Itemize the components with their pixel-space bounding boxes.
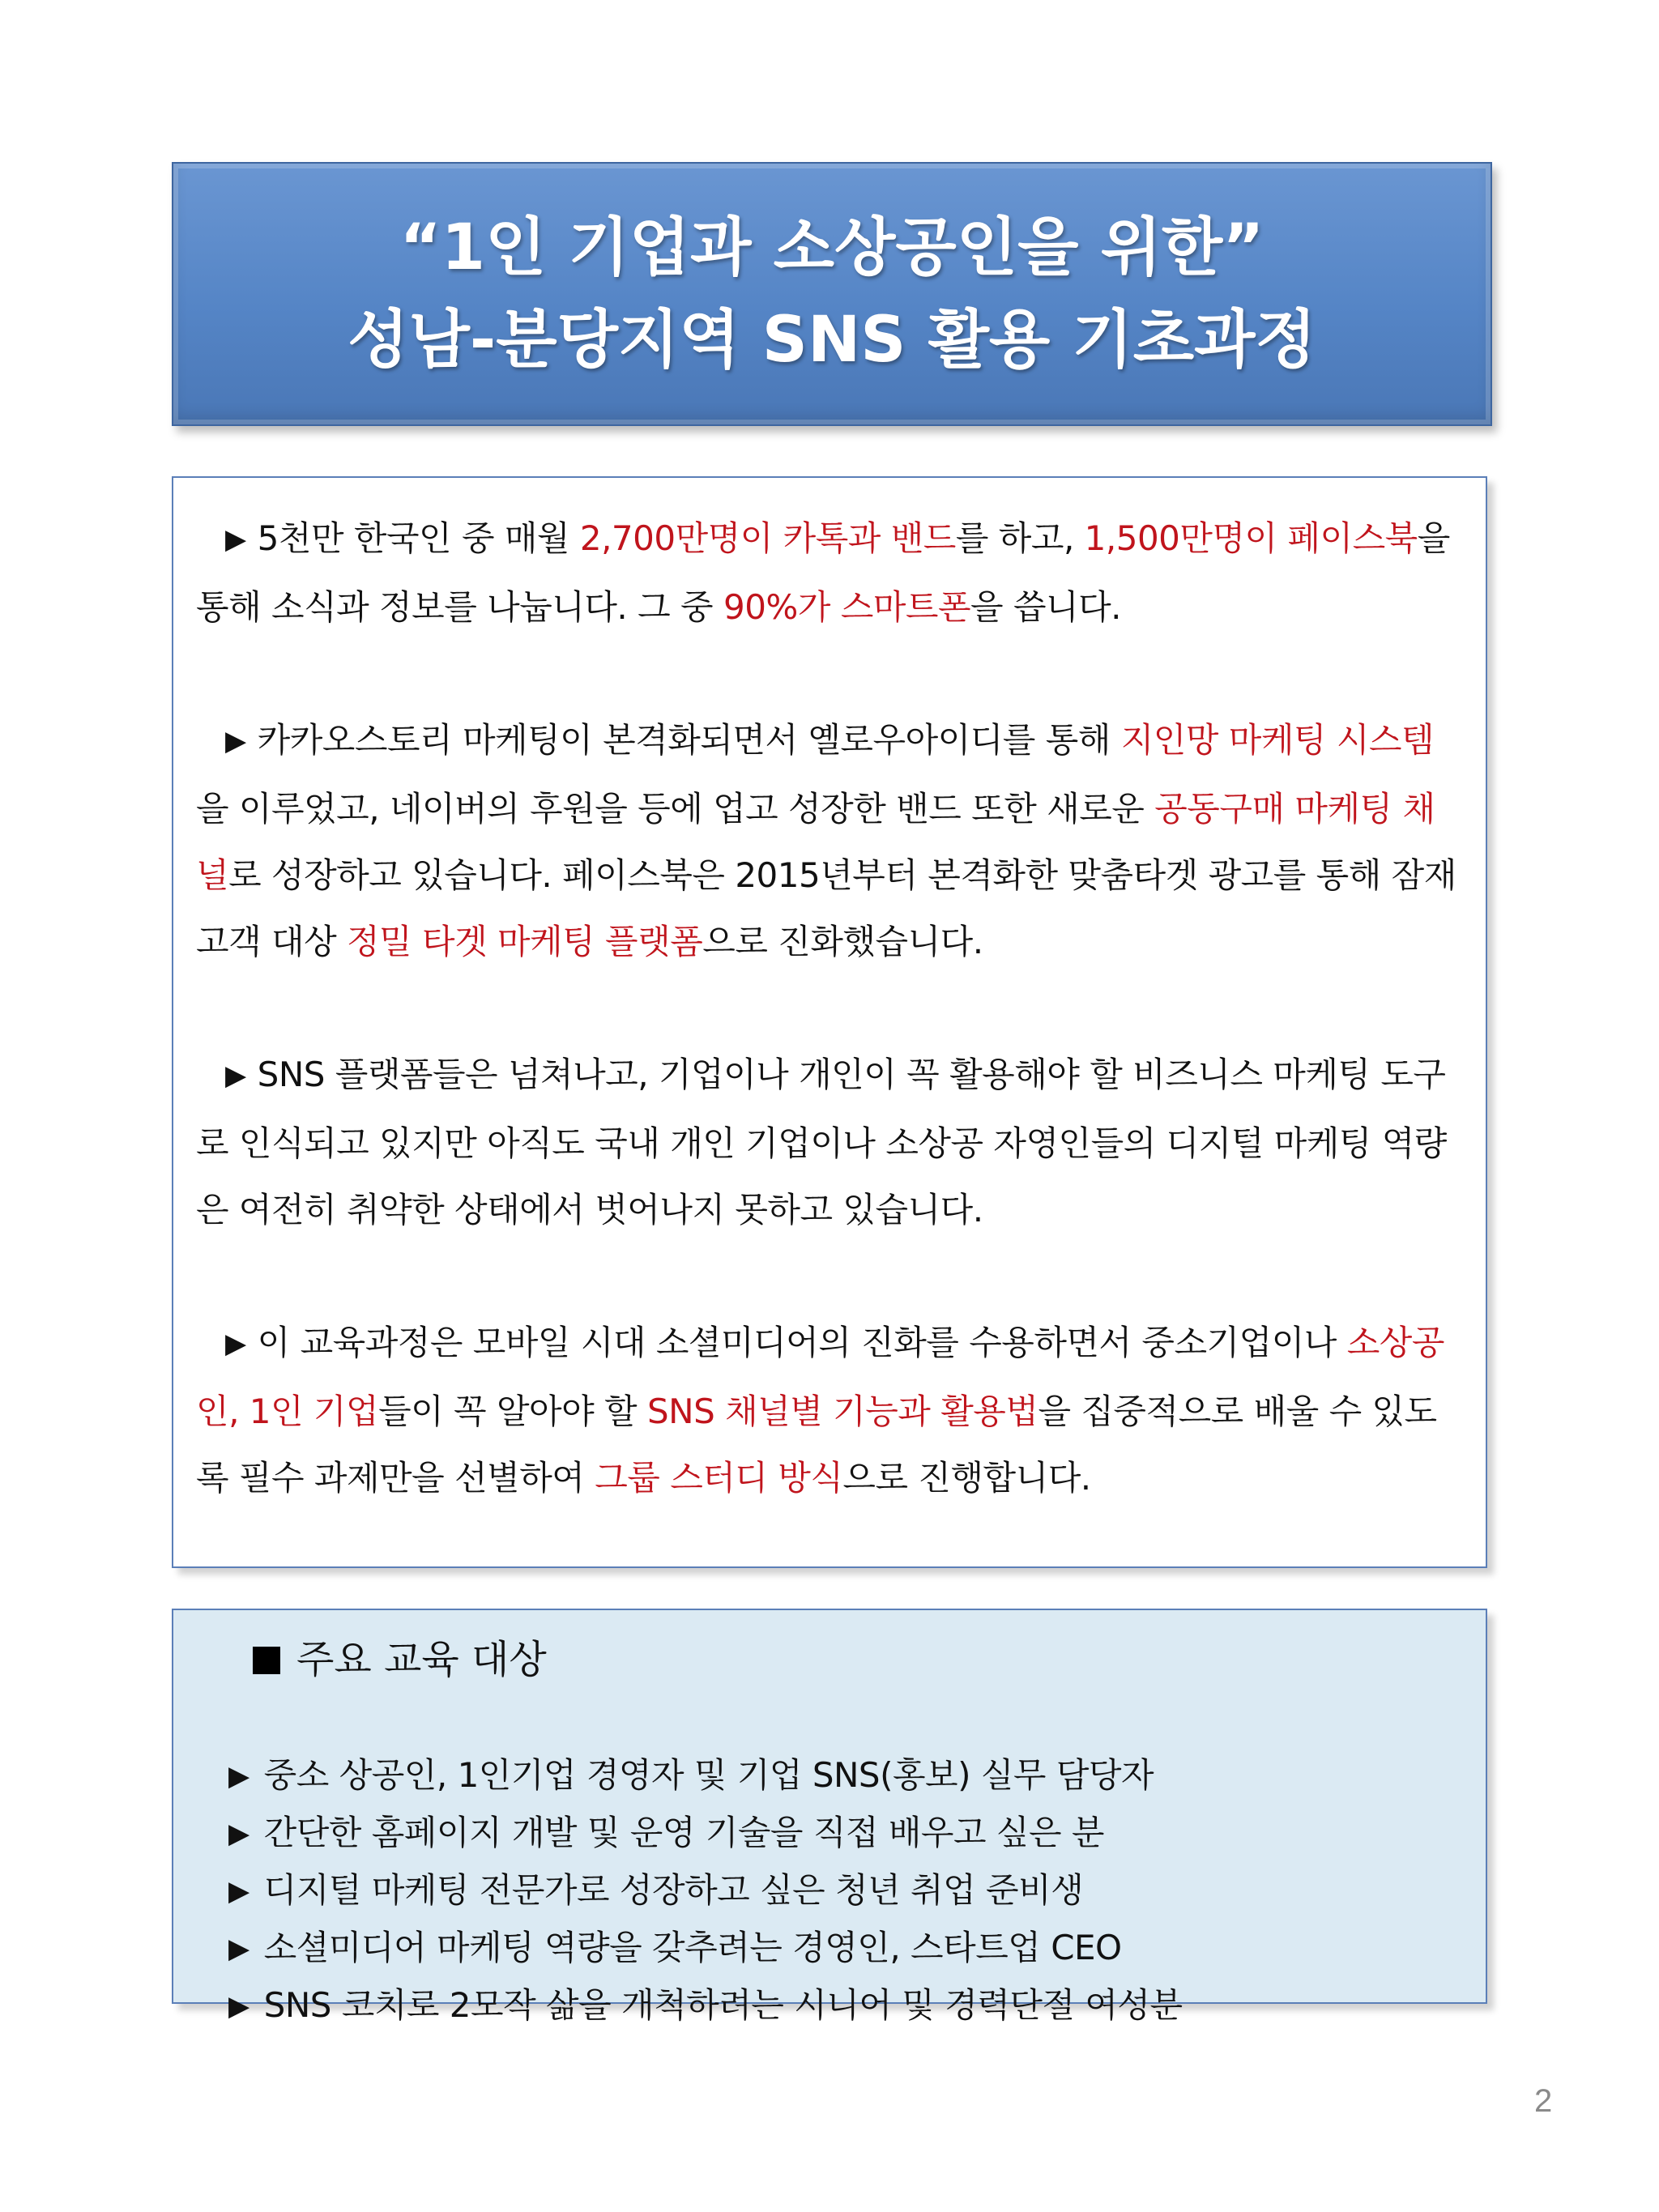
highlight-text: 2,700만명이 카톡과 밴드 [579,518,956,558]
page-number: 2 [1534,2083,1553,2119]
list-item-text: 디지털 마케팅 전문가로 성장하고 싶은 청년 취업 준비생 [263,1870,1084,1910]
intro-paragraph-4 [196,1310,1461,1511]
targets-heading [253,1631,547,1688]
text-run: 을 집중적으로 배울 수 있도록 필수 과제만을 선별하여 [196,1392,1437,1498]
intro-paragraph-3 [196,1042,1461,1243]
targets-heading-text: 주요 교육 대상 [296,1637,547,1682]
highlight-text: SNS 채널별 기능과 활용법 [646,1392,1038,1431]
highlight-text: 그룹 스터디 방식 [595,1458,843,1498]
text-run: 을 이루었고, 네이버의 후원을 등에 업고 성장한 밴드 또한 새로운 [196,789,1155,829]
triangle-bullet-icon: ▶ [228,1990,249,2022]
intro-paragraph-2 [196,707,1461,975]
list-item-text: SNS 코치로 2모작 삶을 개척하려는 시니어 및 경력단절 여성분 [263,1985,1183,2025]
list-item [228,1748,1183,1805]
highlight-text: 정밀 타겟 마케팅 플랫폼 [347,922,703,961]
triangle-bullet-icon: ▶ [225,1328,246,1360]
title-line-1: “1인 기업과 소상공인을 위한” [399,211,1265,284]
list-item [228,1805,1183,1863]
square-bullet-icon [253,1647,280,1674]
title-line-2: 성남-분당지역 SNS 활용 기초과정 [348,304,1316,377]
triangle-bullet-icon: ▶ [228,1760,249,1792]
list-item-text: 중소 상공인, 1인기업 경영자 및 기업 SNS(홍보) 실무 담당자 [263,1755,1154,1795]
list-item-text: 간단한 홈페이지 개발 및 운영 기술을 직접 배우고 싶은 분 [263,1813,1104,1852]
text-run: 으로 진행합니다. [842,1458,1091,1498]
intro-box [172,476,1487,1568]
intro-paragraph-1 [196,505,1461,641]
text-run: 카카오스토리 마케팅이 본격화되면서 옐로우아이디를 통해 [257,720,1121,760]
triangle-bullet-icon: ▶ [225,725,246,757]
highlight-text: 1,500만명이 페이스북 [1084,518,1418,558]
triangle-bullet-icon: ▶ [228,1818,249,1850]
list-item [228,1978,1183,2035]
highlight-text: 소상공인, 1인 기업 [196,1323,1444,1431]
triangle-bullet-icon: ▶ [225,1059,246,1092]
text-run: 5천만 한국인 중 매월 [257,518,580,558]
triangle-bullet-icon: ▶ [228,1933,249,1965]
list-item [228,1863,1183,1920]
text-run: 이 교육과정은 모바일 시대 소셜미디어의 진화를 수용하면서 중소기업이나 [257,1323,1347,1362]
list-item [228,1920,1183,1978]
text-run: 을 통해 소식과 정보를 나눕니다. 그 중 [196,518,1450,627]
text-run: 을 씁니다. [970,587,1122,627]
title-banner [172,162,1492,426]
triangle-bullet-icon: ▶ [225,523,246,556]
targets-box [172,1609,1487,2025]
text-run: 를 하고, [955,518,1085,558]
text-run: SNS 플랫폼들은 넘쳐나고, 기업이나 개인이 꼭 활용해야 할 비즈니스 마케팅 도구로 인식되고 있지만 아직도 국내 개인 기업이나 소상공 자영인들의 디지털 마케팅 역량은 여전히 취약한 상태에서 벗어나지 못하고 있습니다. [196,1055,1447,1230]
text-run: 들이 꼭 알아야 할 [378,1392,647,1431]
triangle-bullet-icon: ▶ [228,1875,249,1907]
highlight-text: 지인망 마케팅 시스템 [1120,720,1435,760]
targets-list [228,1748,1183,2035]
text-run: 로 성장하고 있습니다. 페이스북은 2015년부터 본격화한 맞춤타겟 광고를 통해 잠재고객 대상 [196,855,1456,961]
list-item-text: 소셜미디어 마케팅 역량을 갖추려는 경영인, 스타트업 CEO [263,1928,1122,1967]
highlight-text: 90%가 스마트폰 [723,587,971,627]
highlight-text: 공동구매 마케팅 채널 [196,789,1435,895]
text-run: 으로 진화했습니다. [702,922,983,961]
